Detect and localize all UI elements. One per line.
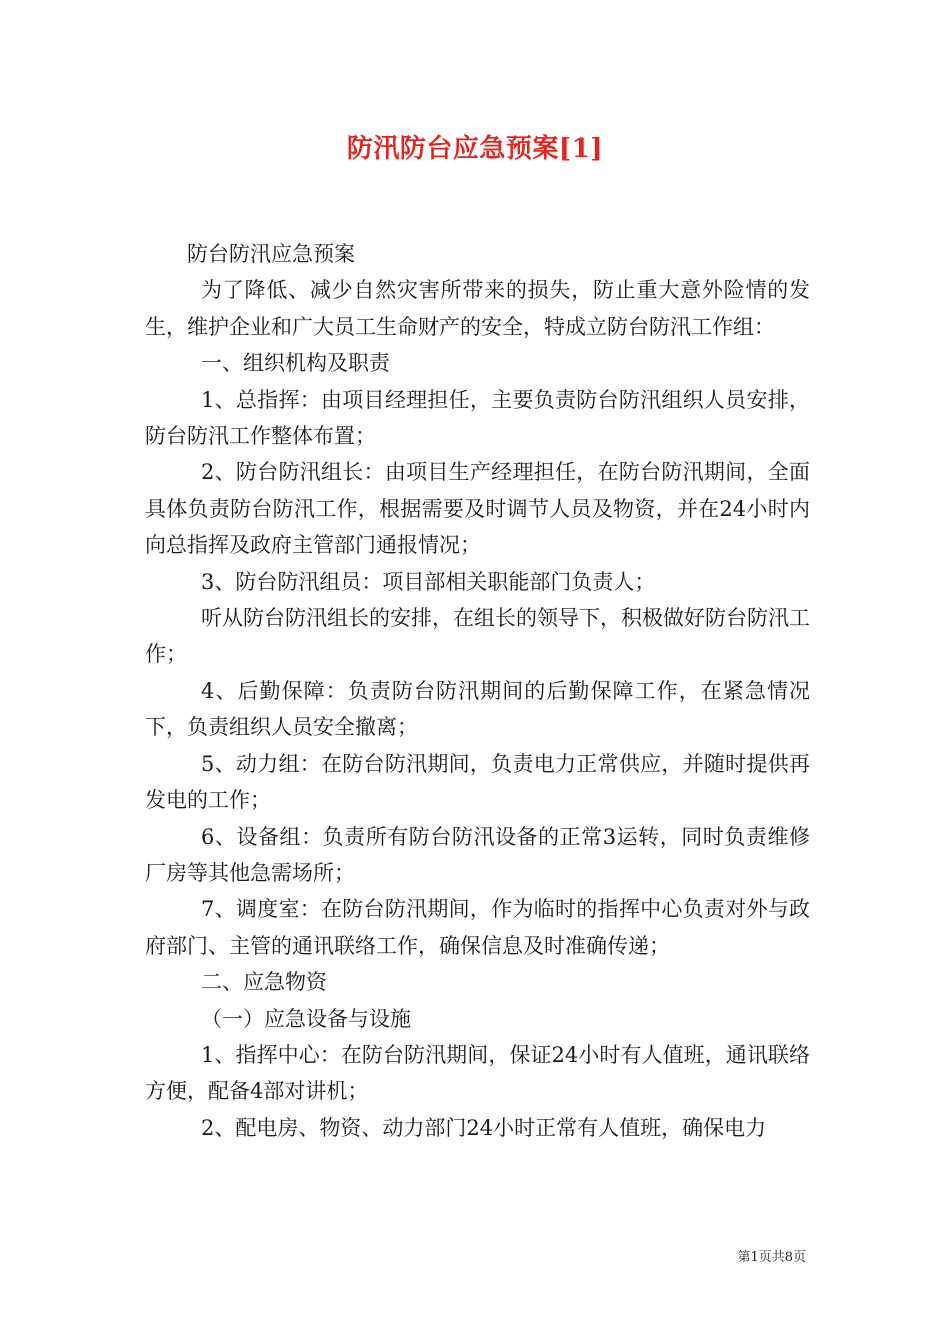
- paragraph: 一、组织机构及职责: [201, 351, 390, 376]
- paragraph: （一）应急设备与设施: [201, 1006, 411, 1031]
- paragraph: 2、防台防汛组长：由项目生产经理担任，在防台防汛期间，全面具体负责防台防汛工作，根据需要及时调节人员及物资，并在24小时内向总指挥及政府主管部门通报情况；: [145, 460, 810, 558]
- paragraph: 为了降低、减少自然灾害所带来的损失，防止重大意外险情的发生，维护企业和广大员工生命财产的安全，特成立防台防汛工作组：: [145, 278, 810, 339]
- paragraph: 听从防台防汛组长的安排，在组长的领导下，积极做好防台防汛工作；: [145, 606, 810, 667]
- page-footer: 第1页共8页: [737, 1250, 806, 1265]
- paragraph: 二、应急物资: [201, 970, 327, 995]
- paragraph: 1、指挥中心：在防台防汛期间，保证24小时有人值班，通讯联络方便，配备4部对讲机；: [145, 1042, 810, 1104]
- document-body: [145, 236, 810, 1146]
- paragraph: 1、总指挥：由项目经理担任，主要负责防台防汛组织人员安排，防台防汛工作整体布置；: [145, 387, 810, 449]
- paragraph: 防台防汛应急预案: [187, 242, 355, 266]
- paragraph: 3、防台防汛组员：项目部相关职能部门负责人；: [201, 569, 656, 594]
- paragraph: 4、后勤保障：负责防台防汛期间的后勤保障工作，在紧急情况下，负责组织人员安全撤离；: [145, 678, 810, 740]
- paragraph: 2、配电房、物资、动力部门24小时正常有人值班，确保电力: [201, 1115, 767, 1140]
- paragraph: 5、动力组：在防台防汛期间，负责电力正常供应，并随时提供再发电的工作；: [145, 751, 810, 813]
- paragraph: 7、调度室：在防台防汛期间，作为临时的指挥中心负责对外与政府部门、主管的通讯联络工作，确保信息及时准确传递；: [145, 897, 810, 958]
- paragraph: 6、设备组：负责所有防台防汛设备的正常3运转，同时负责维修厂房等其他急需场所；: [145, 824, 810, 885]
- document-title: 防汛防台应急预案[1]: [346, 134, 604, 164]
